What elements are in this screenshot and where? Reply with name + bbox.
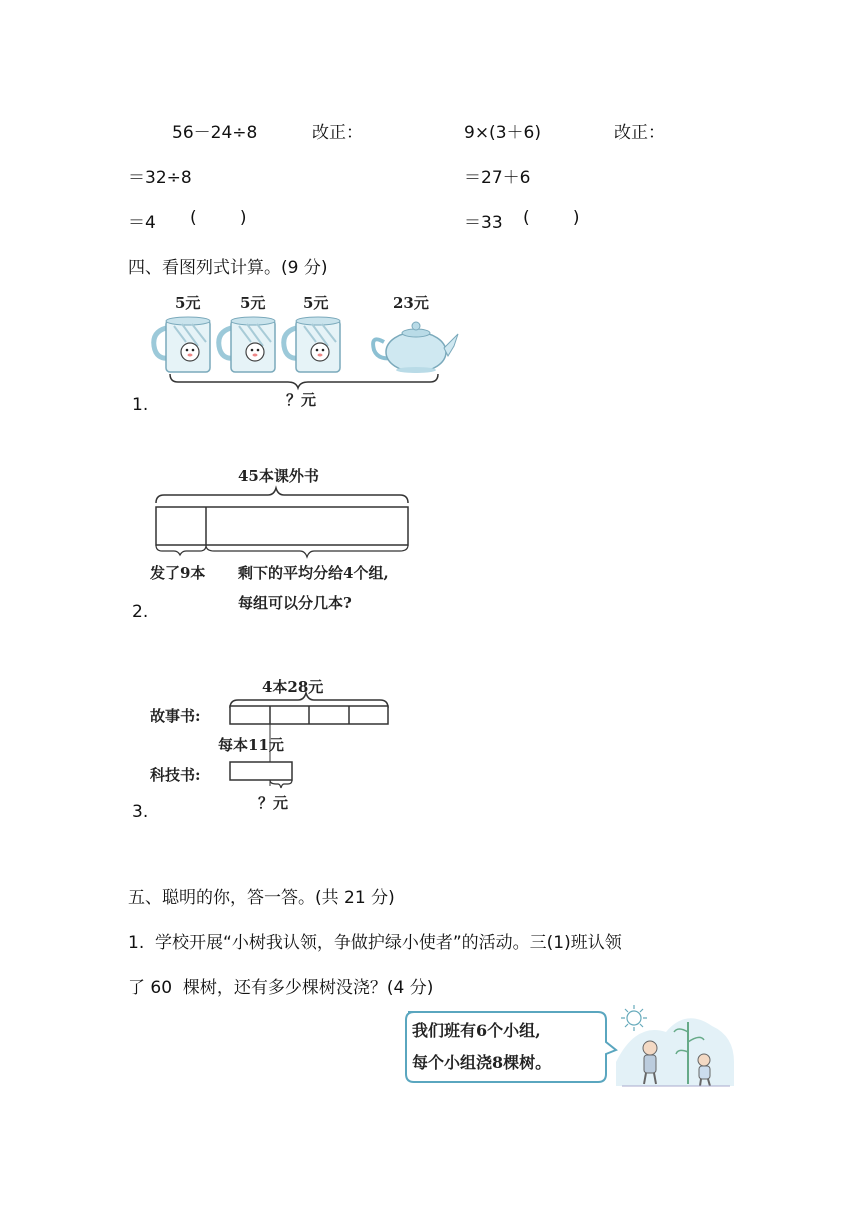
cup3-price: 5元	[303, 294, 329, 312]
bubble-line2: 每个小组浇8棵树。	[412, 1053, 552, 1072]
cup1-price: 5元	[175, 294, 201, 312]
q5-1-line2: 了 60 棵树，还有多少棵树没浇？(4 分)	[128, 978, 434, 998]
q2-diagram	[150, 485, 420, 555]
fix-label-right: 改正：	[614, 123, 665, 143]
top-brace	[156, 488, 408, 503]
q3-per-label: 每本11元	[218, 736, 284, 754]
expr-left-line1: 56－24÷8	[172, 123, 258, 143]
q1-number: 1.	[132, 395, 149, 415]
cup-icon	[284, 317, 340, 372]
q5-1-line1: 1. 学校开展“小树我认领，争做护绿小使者”的活动。三(1)班认领	[128, 933, 622, 953]
expr-right-line1: 9×(3＋6)	[464, 123, 541, 143]
q2-right-label-1: 剩下的平均分给4个组,	[238, 564, 389, 582]
cup2-price: 5元	[240, 294, 266, 312]
science-bar	[230, 762, 292, 780]
section5-heading: 五、聪明的你，答一答。(共 21 分)	[128, 888, 395, 908]
judge-paren-right: ( )	[523, 208, 580, 228]
fix-label-left: 改正：	[312, 123, 363, 143]
q2-number: 2.	[132, 602, 149, 622]
q3-top-label: 4本28元	[262, 678, 324, 696]
q3-story-label: 故事书:	[150, 707, 201, 725]
judge-paren-left: ( )	[190, 208, 247, 228]
q1-total-label: ？元	[286, 391, 317, 409]
expr-left-line2: ＝32÷8	[128, 168, 192, 188]
expr-right-line3: ＝33	[464, 213, 503, 233]
bubble-line1: 我们班有6个小组,	[412, 1021, 541, 1040]
expr-right-line2: ＝27＋6	[464, 168, 531, 188]
sun-icon	[621, 1005, 647, 1031]
q2-right-label-2: 每组可以分几本?	[238, 594, 352, 612]
teapot-price: 23元	[393, 294, 429, 312]
total-bar	[156, 507, 408, 545]
q1-illustration	[148, 312, 468, 392]
cup-icon	[219, 317, 275, 372]
kids-watering-trees-illustration	[616, 1002, 736, 1092]
left-brace	[156, 545, 206, 555]
right-brace	[206, 545, 408, 557]
cup-icon	[154, 317, 210, 372]
expr-left-line3: ＝4	[128, 213, 156, 233]
teapot-icon	[373, 322, 458, 373]
q2-top-label: 45本课外书	[238, 467, 319, 485]
q3-question-label: ？元	[258, 794, 289, 812]
q3-science-label: 科技书:	[150, 766, 201, 784]
q3-diagram	[226, 692, 406, 802]
q2-left-label: 发了9本	[150, 564, 206, 582]
q3-bottom-brace	[270, 780, 292, 788]
q3-number: 3.	[132, 802, 149, 822]
total-brace	[170, 374, 438, 388]
section4-heading: 四、看图列式计算。(9 分)	[128, 258, 328, 278]
